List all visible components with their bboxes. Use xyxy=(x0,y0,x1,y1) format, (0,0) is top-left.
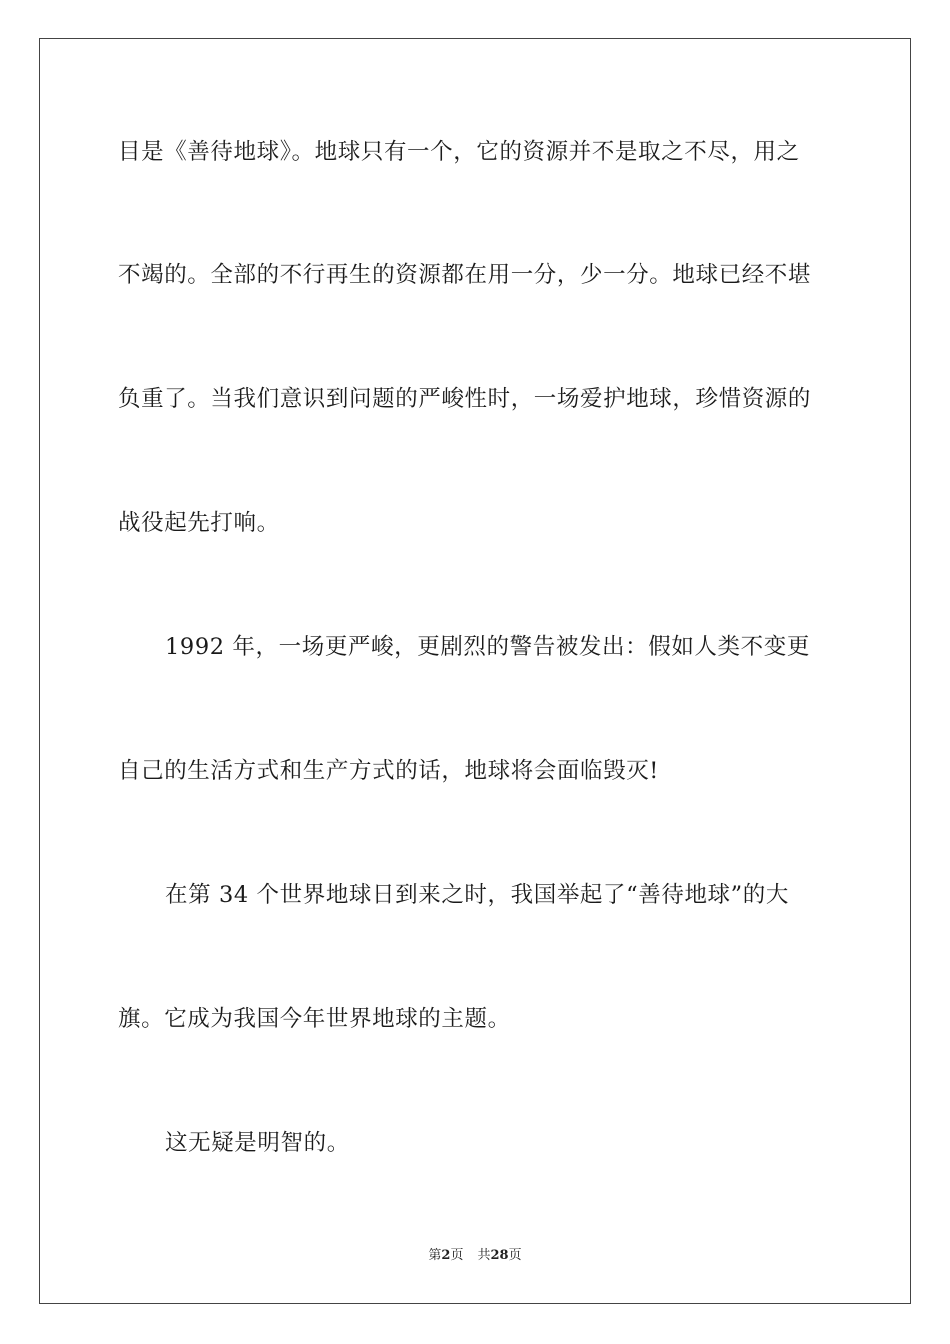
text-line: 自己的生活方式和生产方式的话，地球将会面临毁灭! xyxy=(118,758,659,784)
footer-total-prefix: 共 xyxy=(477,1248,491,1263)
text-line: 这无疑是明智的。 xyxy=(165,1130,350,1156)
text-line: 负重了。当我们意识到问题的严峻性时，一场爱护地球，珍惜资源的 xyxy=(118,386,812,412)
footer-total-suffix: 页 xyxy=(508,1248,522,1263)
page-footer xyxy=(0,1247,950,1265)
text-line: 不竭的。全部的不行再生的资源都在用一分，少一分。地球已经不堪 xyxy=(118,262,812,288)
text-line: 旗。它成为我国今年世界地球的主题。 xyxy=(118,1006,511,1032)
footer-page-suffix: 页 xyxy=(450,1248,464,1263)
page-border xyxy=(39,38,911,1304)
text-line: 目是《善待地球》。地球只有一个，它的资源并不是取之不尽，用之 xyxy=(118,139,800,165)
footer-total-pages: 28 xyxy=(490,1248,509,1263)
text-line: 在第 34 个世界地球日到来之时，我国举起了“善待地球”的大 xyxy=(165,882,789,908)
footer-page-number: 2 xyxy=(441,1248,451,1263)
footer-page-prefix: 第 xyxy=(428,1248,442,1263)
text-line: 1992 年，一场更严峻，更剧烈的警告被发出：假如人类不变更 xyxy=(165,634,810,660)
text-line: 战役起先打响。 xyxy=(118,510,280,536)
